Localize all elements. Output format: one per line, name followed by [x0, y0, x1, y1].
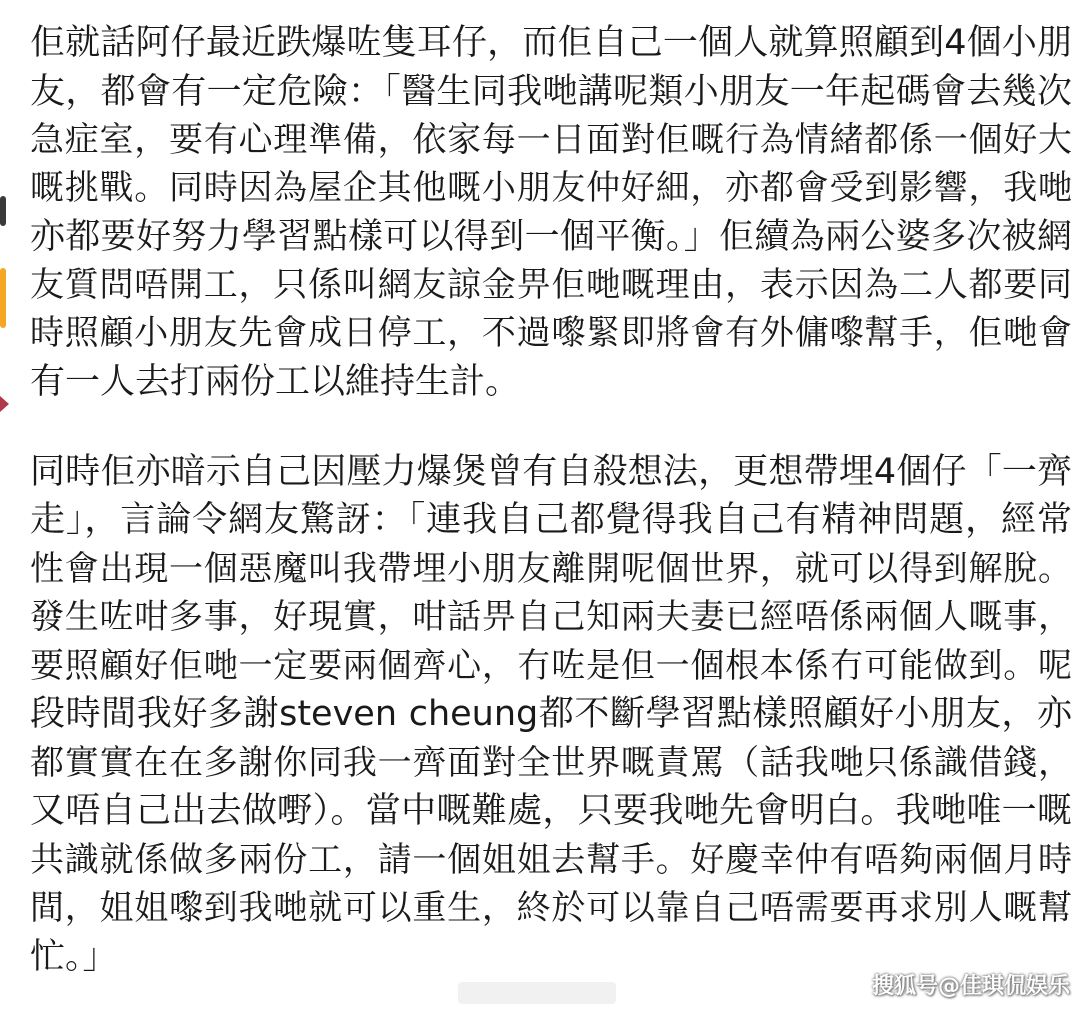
text-line: 有一人去打兩份工以維持生計。: [30, 362, 521, 402]
text-line: 嘅挑戰。同時因為屋企其他嘅小朋友仲好細，亦都會受到影響，我哋: [30, 168, 1072, 208]
text-line: 間，姐姐嚟到我哋就可以重生，終於可以靠自己唔需要再求別人嘅幫: [30, 888, 1072, 928]
text-line: 同時佢亦暗示自己因壓力爆煲曾有自殺想法，更想帶埋4個仔「一齊: [30, 452, 1072, 492]
text-line: 要照顧好佢哋一定要兩個齊心，冇咗是但一個根本係冇可能做到。呢: [30, 646, 1072, 686]
watermark: 搜狐号@佳琪侃娱乐: [871, 974, 1070, 999]
text-line: 時照顧小朋友先會成日停工，不過嚟緊即將會有外傭嚟幫手，佢哋會: [30, 313, 1072, 353]
text-line: 又唔自己出去做嘢）。當中嘅難處，只要我哋先會明白。我哋唯一嘅: [30, 791, 1072, 831]
text-line: 忙。」: [30, 937, 118, 977]
arrow-marker-icon: [0, 396, 9, 412]
text-line: 段時間我好多謝steven cheung都不斷學習點樣照顧好小朋友，亦: [30, 694, 1072, 734]
text-line: 性會出現一個惡魔叫我帶埋小朋友離開呢個世界，就可以得到解脫。: [30, 549, 1072, 589]
text-line: 友質問唔開工，只係叫網友諒金畀佢哋嘅理由，表示因為二人都要同: [30, 265, 1072, 305]
highlight-marker: [0, 268, 6, 328]
text-line: 友，都會有一定危險：「醫生同我哋講呢類小朋友一年起碼會去幾次: [30, 72, 1072, 112]
text-line: 亦都要好努力學習點樣可以得到一個平衡。」佢續為兩公婆多次被網: [30, 217, 1072, 257]
text-line: 發生咗咁多事，好現實，咁話畀自己知兩夫妻已經唔係兩個人嘅事，: [30, 597, 1072, 637]
text-line: 都實實在在多謝你同我一齊面對全世界嘅責罵（話我哋只係識借錢，: [30, 743, 1072, 783]
text-line: 佢就話阿仔最近跌爆咗隻耳仔，而佢自己一個人就算照顧到4個小朋: [30, 23, 1072, 63]
text-line: 走」，言論令網友驚訝：「連我自己都覺得我自己有精神問題，經常: [30, 500, 1072, 540]
text-line: 共識就係做多兩份工，請一個姐姐去幫手。好慶幸仲有唔夠兩個月時: [30, 840, 1072, 880]
text-line: 急症室，要有心理準備，依家每一日面對佢嘅行為情緒都係一個好大: [30, 120, 1072, 160]
scroll-indicator: [0, 196, 6, 226]
blurred-region: [458, 982, 616, 1004]
